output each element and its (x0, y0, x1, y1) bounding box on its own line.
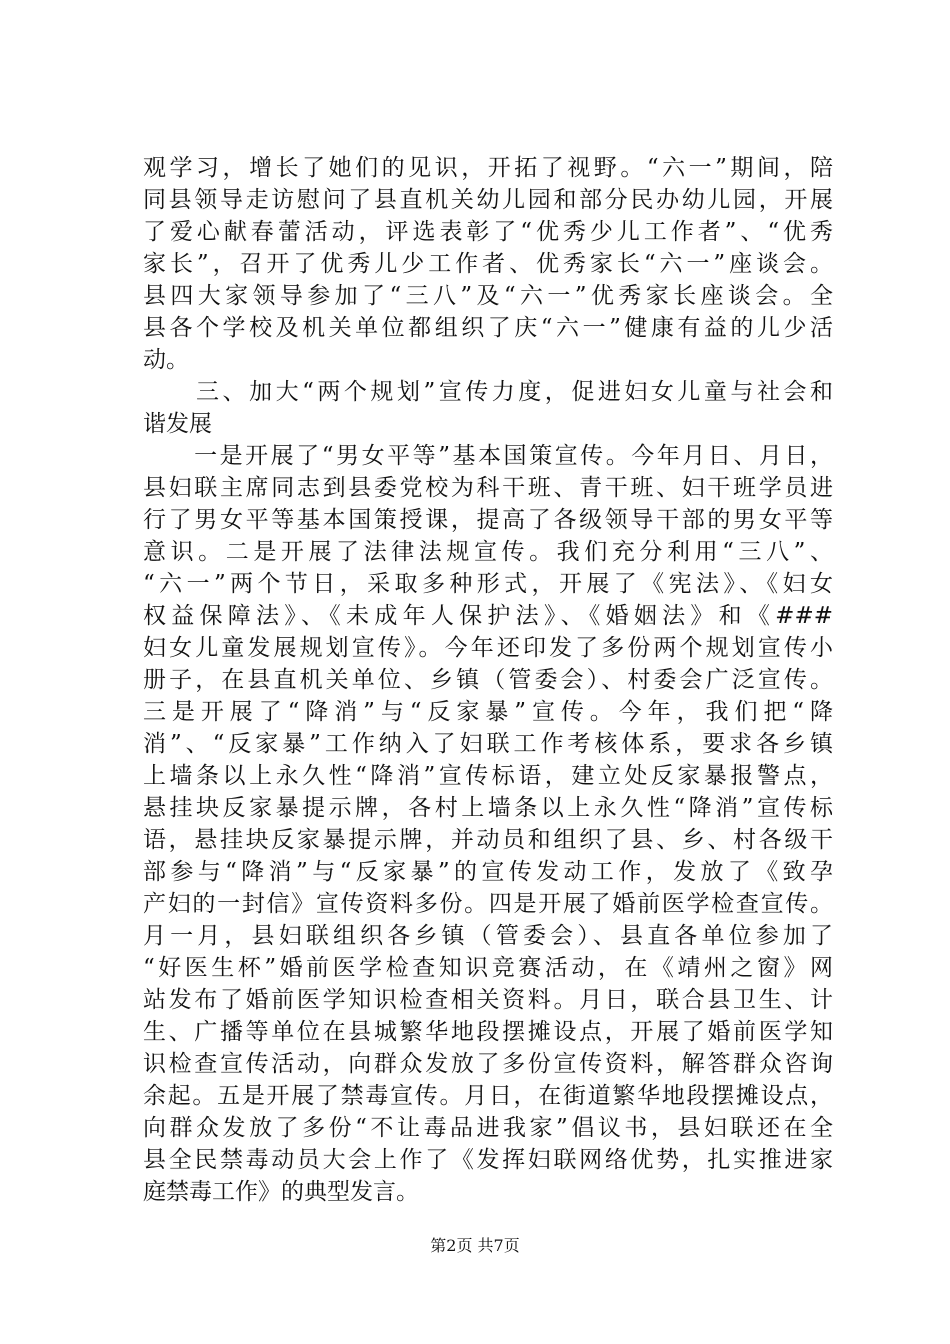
text-line: 行了男女平等基本国策授课，提高了各级领导干部的男女平等 (143, 507, 833, 533)
text-line: 向群众发放了多份“不让毒品进我家”倡议书，县妇联还在全 (143, 1115, 833, 1141)
text-line: 部参与“降消”与“反家暴”的宣传发动工作，发放了《致孕 (143, 859, 833, 885)
text-line: 生、广播等单位在县城繁华地段摆摊设点，开展了婚前医学知 (143, 1019, 833, 1045)
text-line: 观学习，增长了她们的见识，开拓了视野。“六一”期间，陪 (143, 155, 833, 181)
text-line: 县四大家领导参加了“三八”及“六一”优秀家长座谈会。全 (143, 283, 833, 309)
document-body (143, 152, 833, 1208)
text-line: 庭禁毒工作》的典型发言。 (143, 1179, 419, 1205)
section-heading-line: 谐发展 (143, 411, 212, 437)
text-line: 了爱心献春蕾活动，评选表彰了“优秀少儿工作者”、“优秀 (143, 219, 833, 245)
text-line: 动。 (143, 347, 189, 373)
text-line: “六一”两个节日，采取多种形式，开展了《宪法》、《妇女 (143, 571, 833, 597)
text-line: 县各个学校及机关单位都组织了庆“六一”健康有益的儿少活 (143, 315, 833, 341)
text-line: 一是开展了“男女平等”基本国策宣传。今年月日、月日， (143, 443, 833, 469)
text-line: 县全民禁毒动员大会上作了《发挥妇联网络优势，扎实推进家 (143, 1147, 833, 1173)
page-footer (0, 1235, 950, 1257)
text-line: 三是开展了“降消”与“反家暴”宣传。今年，我们把“降 (143, 699, 833, 725)
page-number-label: 第2页 共7页 (430, 1236, 520, 1255)
text-line: 余起。五是开展了禁毒宣传。月日，在街道繁华地段摆摊设点， (143, 1083, 833, 1109)
text-line: 册子，在县直机关单位、乡镇（管委会）、村委会广泛宣传。 (143, 667, 833, 693)
text-line: 识检查宣传活动，向群众发放了多份宣传资料，解答群众咨询 (143, 1051, 833, 1077)
text-line: 消”、“反家暴”工作纳入了妇联工作考核体系，要求各乡镇 (143, 731, 833, 757)
text-line: 上墙条以上永久性“降消”宣传标语，建立处反家暴报警点， (143, 763, 833, 789)
section-heading-line: 三、加大“两个规划”宣传力度，促进妇女儿童与社会和 (143, 379, 833, 405)
text-line: 月一月，县妇联组织各乡镇（管委会）、县直各单位参加了 (143, 923, 833, 949)
text-line: 妇女儿童发展规划宣传》。今年还印发了多份两个规划宣传小 (143, 635, 833, 661)
text-line: 县妇联主席同志到县委党校为科干班、青干班、妇干班学员进 (143, 475, 833, 501)
text-line: 站发布了婚前医学知识检查相关资料。月日，联合县卫生、计 (143, 987, 833, 1013)
text-line: “好医生杯”婚前医学检查知识竞赛活动，在《靖州之窗》网 (143, 955, 833, 981)
text-line: 权益保障法》、《未成年人保护法》、《婚姻法》和《### (143, 603, 833, 629)
text-line: 悬挂块反家暴提示牌，各村上墙条以上永久性“降消”宣传标 (143, 795, 833, 821)
text-line: 意识。二是开展了法律法规宣传。我们充分利用“三八”、 (143, 539, 833, 565)
text-line: 家长”，召开了优秀儿少工作者、优秀家长“六一”座谈会。 (143, 251, 833, 277)
text-line: 语，悬挂块反家暴提示牌，并动员和组织了县、乡、村各级干 (143, 827, 833, 853)
text-line: 产妇的一封信》宣传资料多份。四是开展了婚前医学检查宣传。 (143, 891, 833, 917)
text-line: 同县领导走访慰问了县直机关幼儿园和部分民办幼儿园，开展 (143, 187, 833, 213)
